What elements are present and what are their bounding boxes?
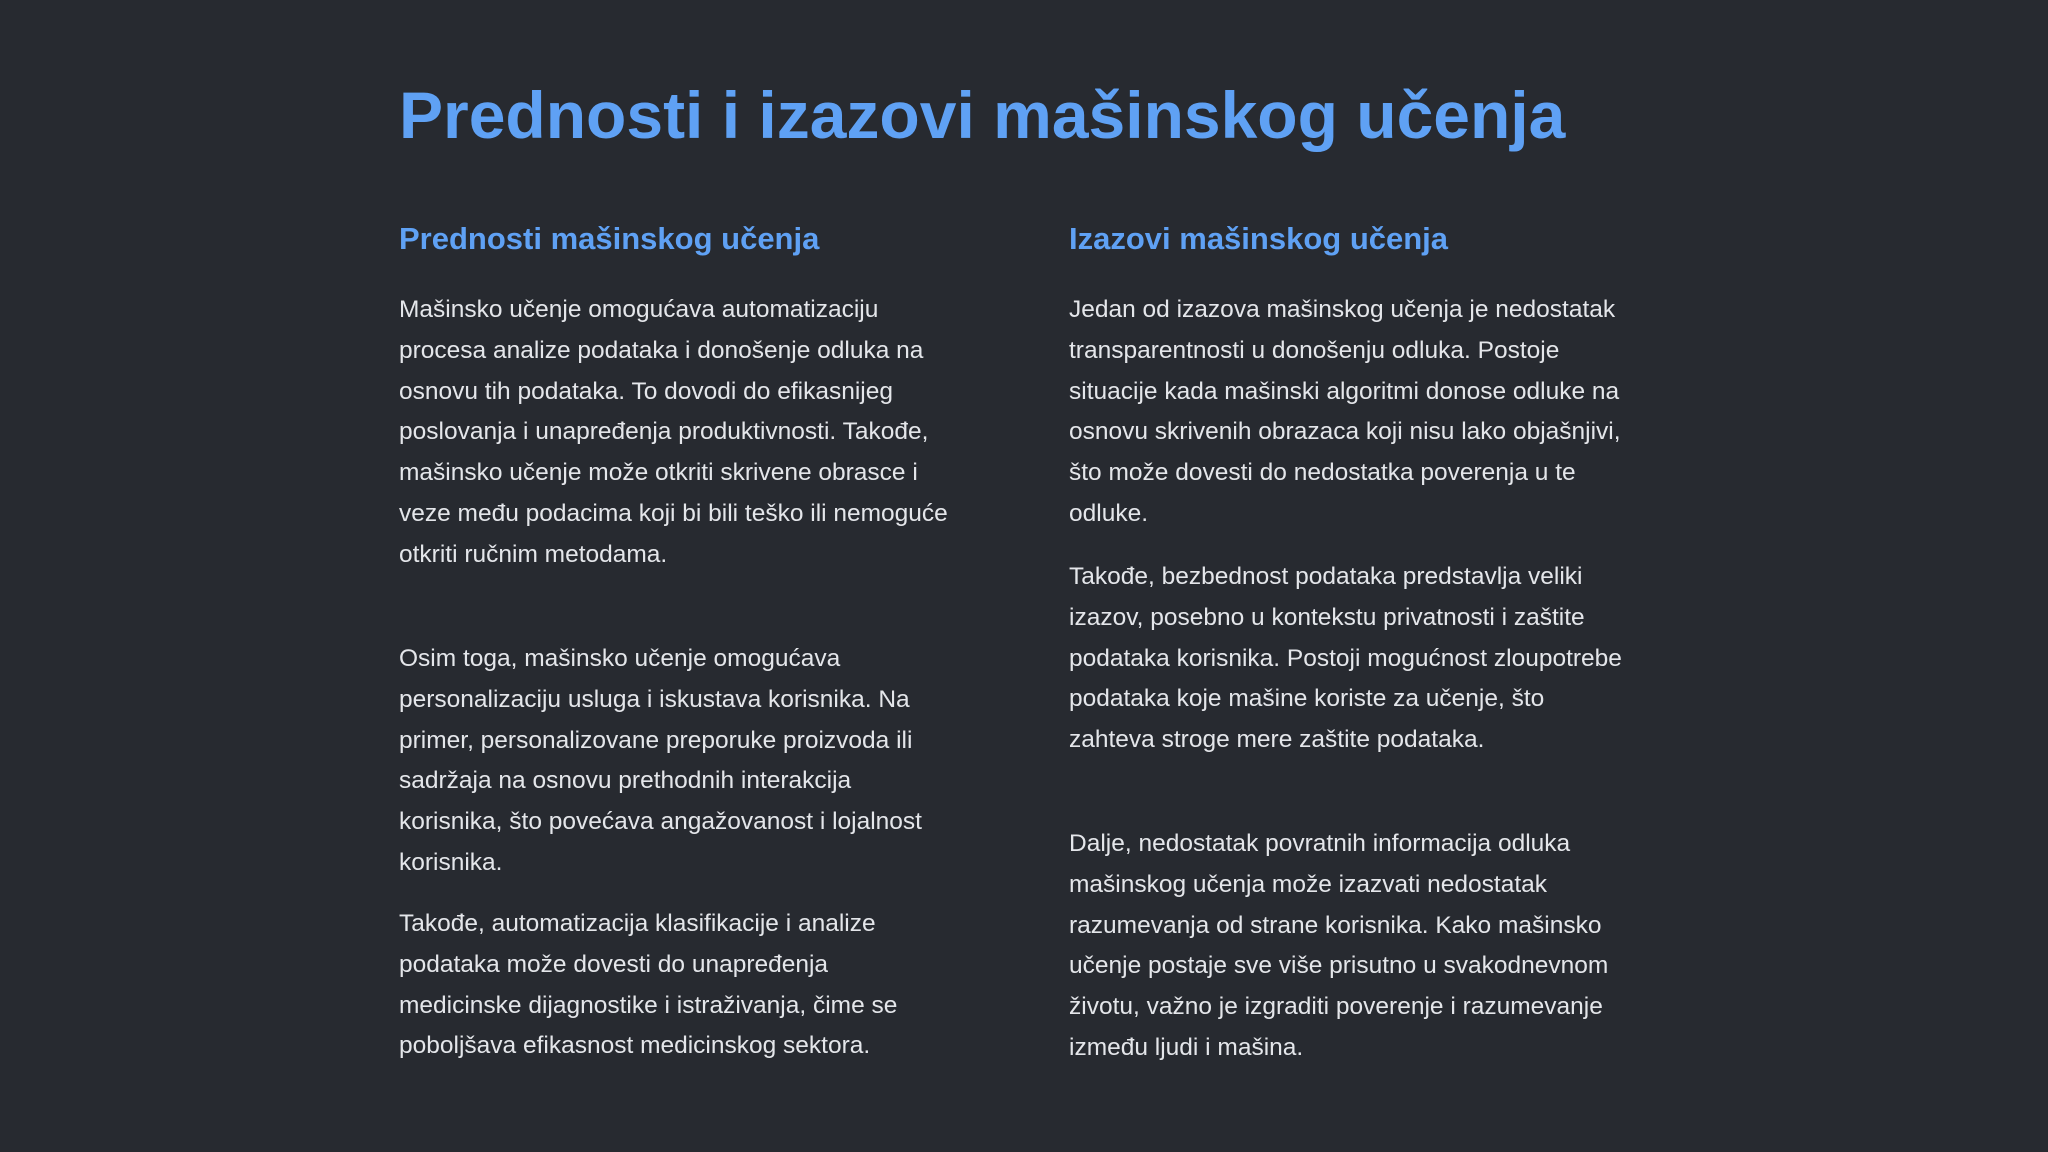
slide-title: Prednosti i izazovi mašinskog učenja (399, 78, 1566, 152)
text-line: što može dovesti do nedostatka poverenja u te (1069, 459, 1576, 487)
text-line: korisnika, što povećava angažovanost i lojalnost (399, 808, 922, 836)
text-line: učenje postaje sve više prisutno u svakodnevnom (1069, 952, 1609, 980)
text-line: korisnika. (399, 848, 503, 876)
challenges-paragraph-3 (1069, 824, 1608, 1069)
text-line: primer, personalizovane preporuke proizvoda ili (399, 726, 913, 754)
text-line: Takođe, bezbednost podataka predstavlja veliki (1069, 563, 1583, 590)
text-line: poslovanja i unapređenja produktivnosti. Takođe, (399, 418, 929, 446)
challenges-column (1069, 214, 1669, 1061)
advantages-heading: Prednosti mašinskog učenja (399, 221, 820, 256)
advantages-paragraph-2 (399, 639, 922, 884)
text-line: između ljudi i mašina. (1069, 1033, 1304, 1061)
text-line: podataka koje mašine koriste za učenje, što (1069, 685, 1545, 713)
challenges-paragraph-2 (1069, 557, 1622, 761)
text-line: osnovu skrivenih obrazaca koji nisu lako objašnjivi, (1069, 418, 1621, 446)
text-line: životu, važno je izgraditi poverenje i razumevanje (1069, 993, 1603, 1021)
challenges-paragraph-1 (1069, 290, 1621, 535)
text-line: sadržaja na osnovu prethodnih interakcija (399, 767, 852, 795)
text-line: Osim toga, mašinsko učenje omogućava (399, 645, 841, 672)
text-line: mašinskog učenja može izazvati nedostatak (1069, 870, 1548, 898)
text-line: razumevanja od strane korisnika. Kako mašinsko (1069, 911, 1602, 939)
text-line: Mašinsko učenje omogućava automatizaciju (399, 296, 879, 323)
text-line: Jedan od izazova mašinskog učenja je nedostatak (1069, 296, 1616, 323)
text-line: Dalje, nedostatak povratnih informacija odluka (1069, 830, 1571, 857)
text-line: procesa analize podataka i donošenje odluka na (399, 336, 924, 364)
text-line: osnovu tih podataka. To dovodi do efikasnijeg (399, 377, 893, 405)
text-line: situacije kada mašinski algoritmi donose odluke na (1069, 377, 1620, 405)
advantages-column (399, 214, 999, 1060)
text-line: podataka može dovesti do unapređenja (399, 950, 829, 978)
text-line: Takođe, automatizacija klasifikacije i analize (399, 910, 876, 937)
text-line: mašinsko učenje može otkriti skrivene obrasce i (399, 459, 918, 487)
text-line: medicinske dijagnostike i istraživanja, čime se (399, 991, 898, 1019)
challenges-heading: Izazovi mašinskog učenja (1069, 221, 1449, 256)
text-line: zahteva stroge mere zaštite podataka. (1069, 726, 1485, 754)
text-line: izazov, posebno u kontekstu privatnosti i zaštite (1069, 603, 1585, 631)
advantages-paragraph-1 (399, 290, 948, 576)
text-line: poboljšava efikasnost medicinskog sektora. (399, 1032, 871, 1060)
advantages-paragraph-3 (399, 904, 897, 1067)
text-line: odluke. (1069, 499, 1149, 527)
text-line: otkriti ručnim metodama. (399, 540, 668, 568)
text-line: transparentnosti u donošenju odluka. Postoje (1069, 336, 1560, 364)
text-line: podataka korisnika. Postoji mogućnost zloupotrebe (1069, 644, 1622, 672)
text-line: personalizaciju usluga i iskustava korisnika. Na (399, 685, 910, 713)
text-line: veze među podacima koji bi bili teško ili nemoguće (399, 499, 948, 527)
